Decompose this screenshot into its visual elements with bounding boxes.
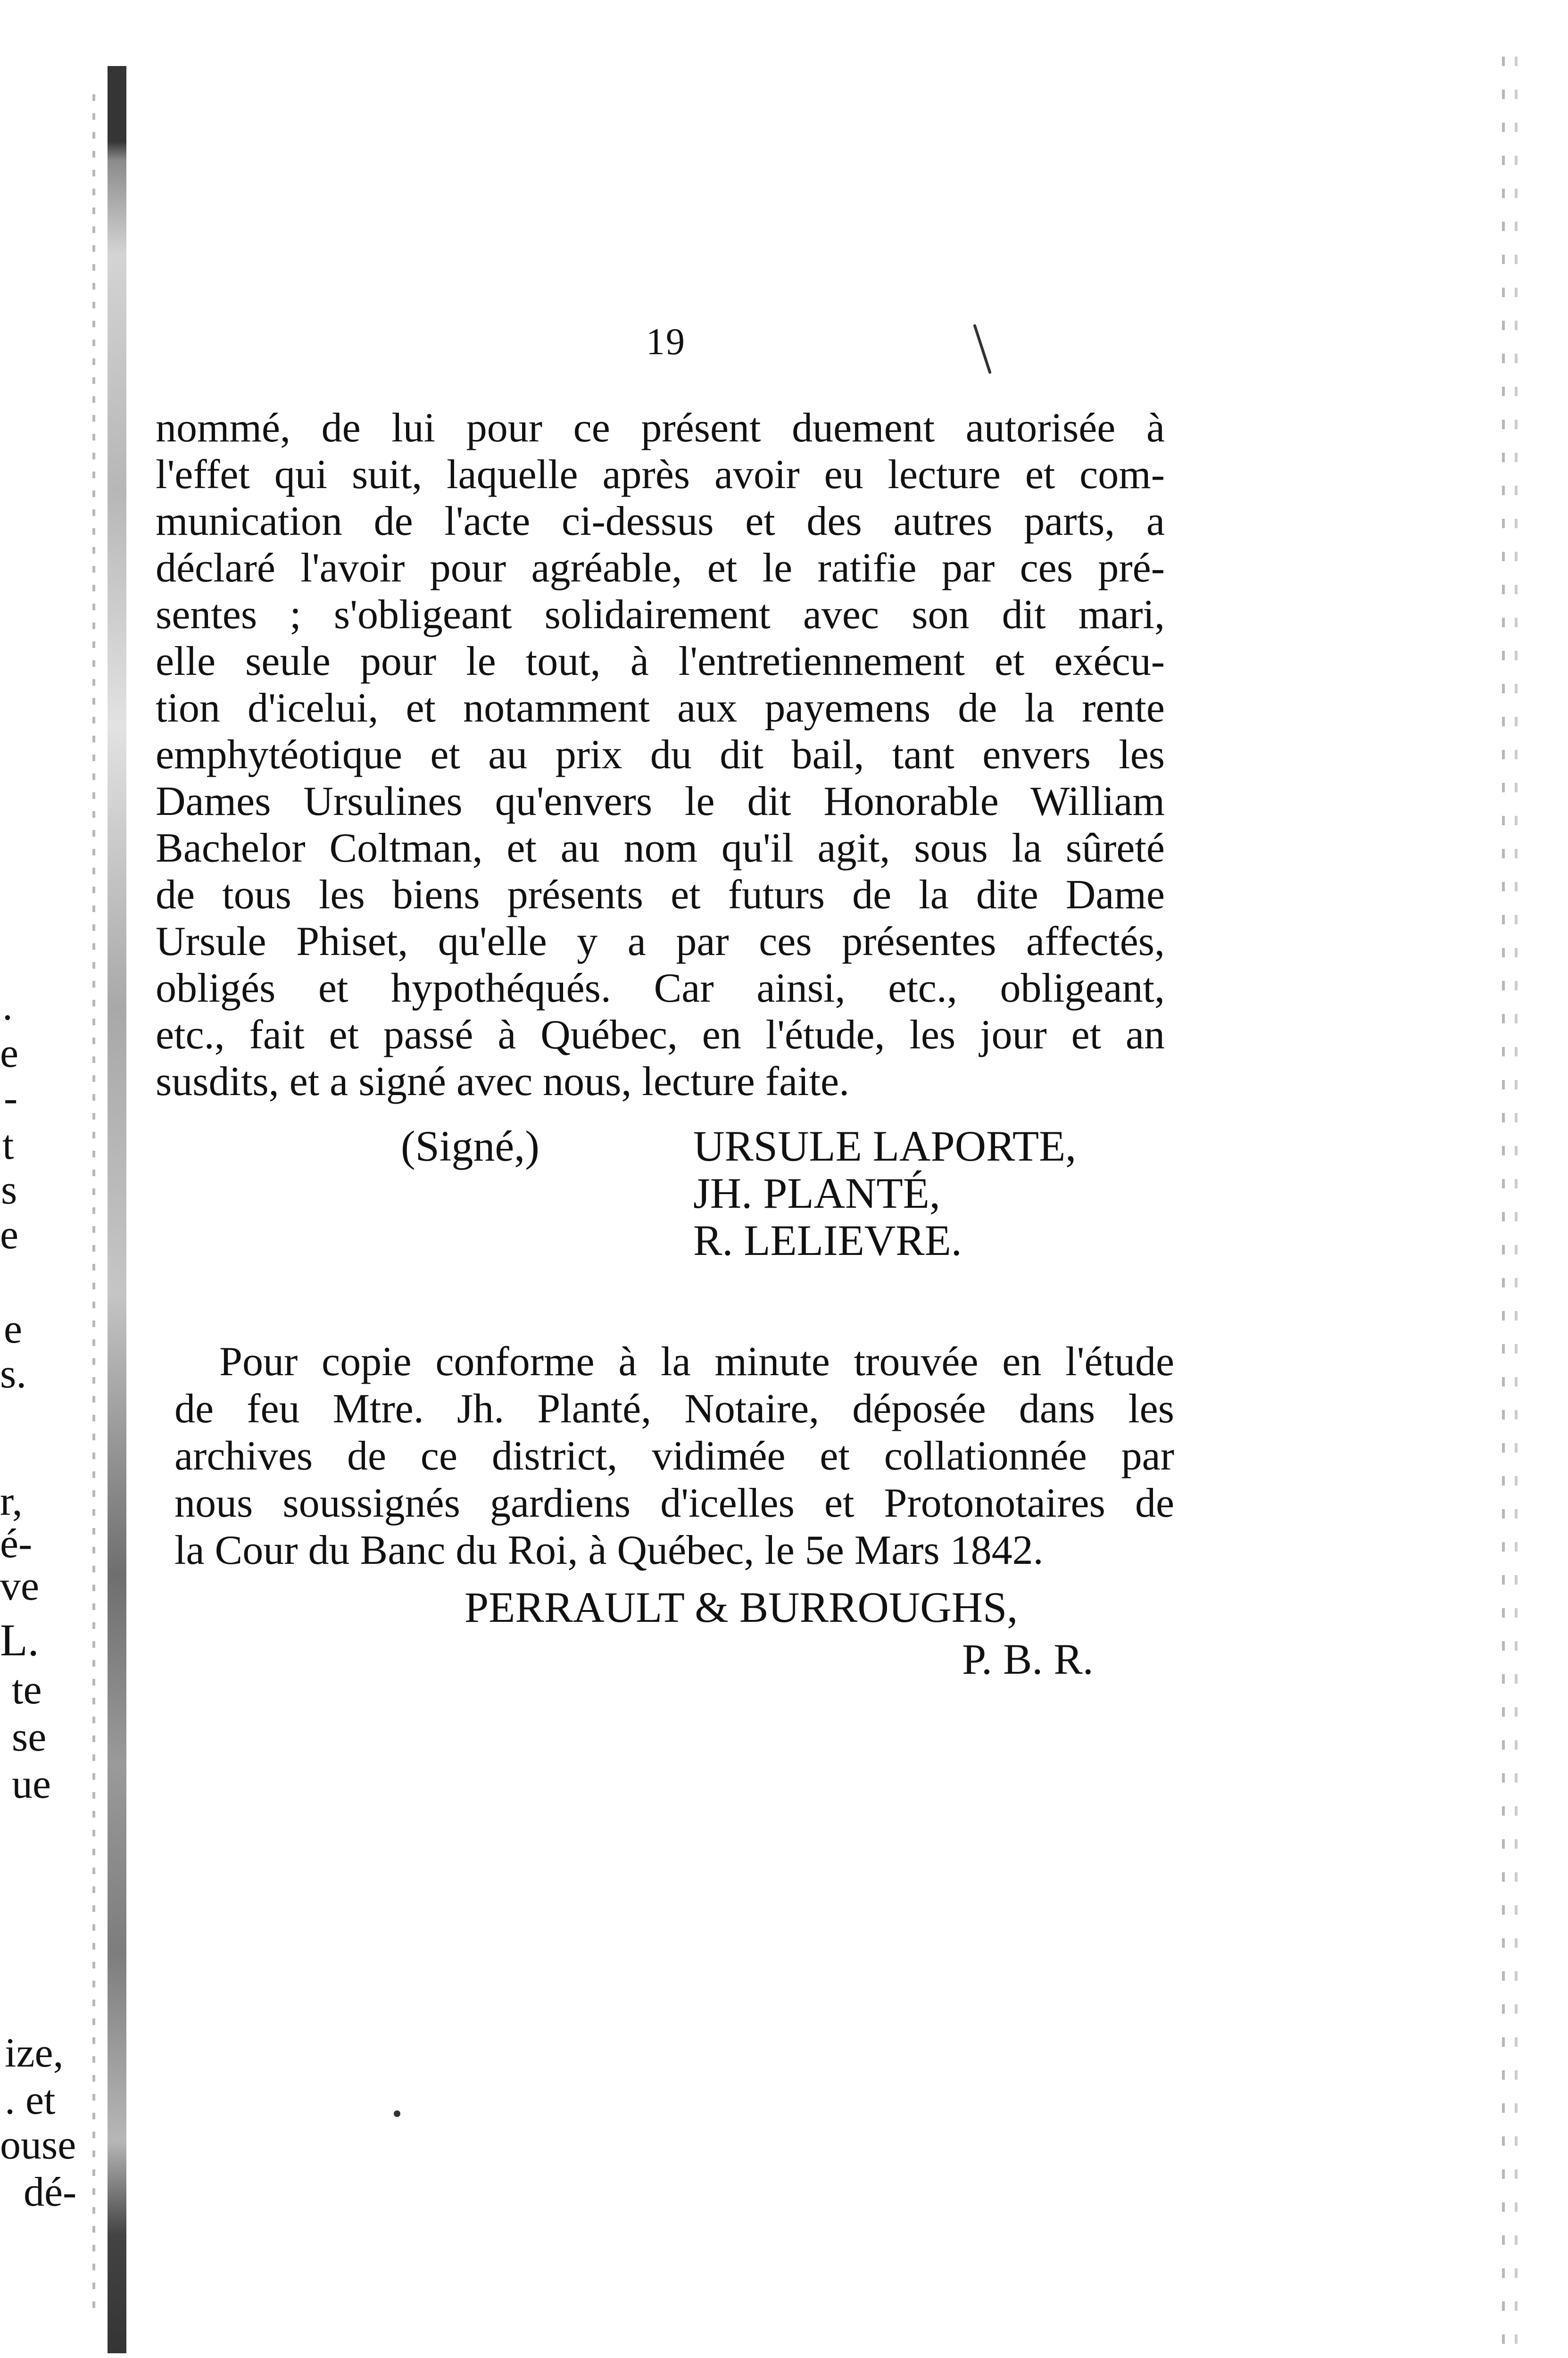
bleed-fragment: . <box>2 983 13 1029</box>
signatory-name: R. LELIEVRE. <box>693 1216 962 1264</box>
bleed-fragment: . et <box>5 2077 56 2123</box>
text-line: l'effet qui suit, laquelle après avoir eu lecture et com- <box>156 452 1165 498</box>
page-number: 19 <box>646 321 686 363</box>
bleed-fragment: é- <box>0 1521 33 1567</box>
text-line: de tous les biens présents et futurs de la dite Dame <box>156 872 1165 918</box>
text-line: nommé, de lui pour ce présent duement autorisée à <box>156 405 1165 451</box>
text-line: de feu Mtre. Jh. Planté, Notaire, déposée dans les <box>174 1386 1174 1432</box>
text-line: obligés et hypothéqués. Car ainsi, etc., obligeant, <box>156 965 1165 1011</box>
text-line: susdits, et a signé avec nous, lecture faite. <box>156 1059 850 1104</box>
bleed-fragment: e <box>0 1030 19 1076</box>
certified-copy-paragraph <box>174 1338 1174 1574</box>
signatory-name: JH. PLANTÉ, <box>693 1169 940 1217</box>
ink-speck <box>394 2110 400 2117</box>
binding-gutter <box>108 66 126 2353</box>
text-line: déclaré l'avoir pour agréable, et le ratifie par ces pré- <box>156 545 1165 591</box>
text-line: emphytéotique et au prix du dit bail, tant envers les <box>156 732 1165 778</box>
bleed-fragment: e <box>4 1306 23 1352</box>
pen-stroke-mark <box>973 324 992 374</box>
text-line: tion d'icelui, et notamment aux payemens de la rente <box>156 685 1165 731</box>
right-page-edge-secondary <box>1515 57 1518 2344</box>
text-line: elle seule pour le tout, à l'entretiennement et exécu- <box>156 639 1165 684</box>
text-line: nous soussignés gardiens d'icelles et Protonotaires de <box>174 1480 1174 1526</box>
bleed-fragment: ve <box>0 1563 40 1609</box>
signature-label: (Signé,) <box>401 1122 539 1170</box>
text-line: etc., fait et passé à Québec, en l'étude, les jour et an <box>156 1012 1165 1058</box>
bleed-fragment: s. <box>0 1351 27 1397</box>
text-line: Ursule Phiset, qu'elle y a par ces présentes affectés, <box>156 919 1165 964</box>
bleed-fragment: e <box>0 1212 19 1258</box>
deed-ratification-paragraph <box>156 405 1165 1105</box>
signatory-list <box>693 1122 1076 1264</box>
bleed-fragment: - <box>4 1075 18 1121</box>
protonotaries-signature: PERRAULT & BURROUGHS, <box>465 1583 1018 1631</box>
bleed-fragment: ize, <box>5 2030 64 2076</box>
text-line: Pour copie conforme à la minute trouvée en l'étude <box>219 1339 1174 1385</box>
bleed-fragment: r, <box>0 1478 23 1524</box>
text-line: Dames Ursulines qu'envers le dit Honorable William <box>156 779 1165 824</box>
bleed-fragment: se <box>12 1714 47 1760</box>
bleed-fragment: te <box>12 1667 42 1713</box>
text-line: archives de ce district, vidimée et collationnée par <box>174 1433 1174 1479</box>
bleed-fragment: dé- <box>24 2169 77 2215</box>
bleed-fragment: L. <box>0 1615 39 1665</box>
bleed-fragment: ouse <box>0 2122 76 2168</box>
text-line: munication de l'acte ci-dessus et des autres parts, a <box>156 498 1165 544</box>
text-line: Bachelor Coltman, et au nom qu'il agit, sous la sûreté <box>156 825 1165 871</box>
text-line: la Cour du Banc du Roi, à Québec, le 5e Mars 1842. <box>174 1528 1044 1573</box>
right-page-edge <box>1502 57 1505 2344</box>
bleed-fragment: ue <box>12 1761 51 1807</box>
left-page-bleed <box>0 0 94 2358</box>
protonotaries-initials: P. B. R. <box>962 1635 1094 1683</box>
bleed-fragment: t <box>2 1122 14 1168</box>
text-line: sentes ; s'obligeant solidairement avec son dit mari, <box>156 592 1165 638</box>
bleed-fragment: s <box>1 1167 17 1213</box>
signatory-name: URSULE LAPORTE, <box>693 1122 1077 1170</box>
